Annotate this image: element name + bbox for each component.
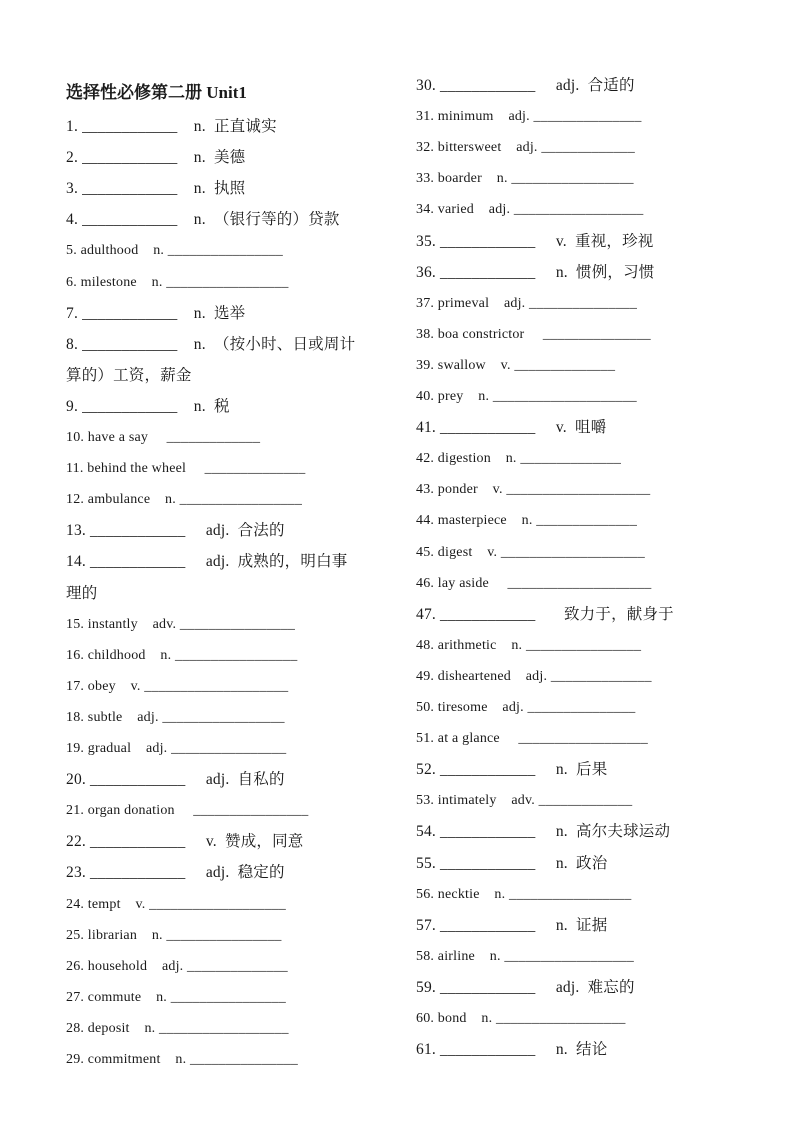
vocab-line: 30. ____________ adj. 合适的 <box>416 77 635 94</box>
vocab-line: 49. disheartened adj. ______________ <box>416 668 652 684</box>
vocab-line: 25. librarian n. ________________ <box>66 927 282 943</box>
vocab-line: 53. intimately adv. _____________ <box>416 793 633 809</box>
vocab-line: 10. have a say _____________ <box>66 430 261 445</box>
page-title: 选择性必修第二册 Unit1 <box>66 83 247 102</box>
vocab-line: 41. ____________ v. 咀嚼 <box>416 419 607 437</box>
vocab-line: 29. commitment n. _______________ <box>66 1052 298 1067</box>
vocab-line: 34. varied adj. __________________ <box>416 202 644 218</box>
vocab-line: 9. ____________ n. 税 <box>66 397 230 415</box>
vocab-line: 23. ____________ adj. 稳定的 <box>66 864 285 882</box>
vocab-line: 37. primeval adj. _______________ <box>416 295 638 311</box>
vocab-line: 50. tiresome adj. _______________ <box>416 700 636 715</box>
vocab-line: 32. bittersweet adj. _____________ <box>416 140 635 156</box>
vocab-line: 21. organ donation ________________ <box>66 803 309 819</box>
vocab-line: 33. boarder n. _________________ <box>416 171 634 187</box>
vocab-line: 35. ____________ v. 重视，珍视 <box>416 232 654 250</box>
vocab-line: 1. ____________ n. 正直诚实 <box>66 118 277 135</box>
vocab-line: 54. ____________ n. 高尔夫球运动 <box>416 823 671 841</box>
vocab-line: 14. ____________ adj. 成熟的，明白事 <box>66 553 348 571</box>
vocab-line: 5. adulthood n. ________________ <box>66 243 283 259</box>
vocab-line: 7. ____________ n. 选举 <box>66 304 246 322</box>
vocab-line: 51. at a glance __________________ <box>416 731 648 747</box>
vocab-line: 18. subtle adj. _________________ <box>66 709 285 725</box>
vocab-line: 26. household adj. ______________ <box>66 958 288 974</box>
vocab-line: 28. deposit n. __________________ <box>66 1020 289 1036</box>
vocab-line: 56. necktie n. _________________ <box>416 886 632 902</box>
vocab-line: 44. masterpiece n. ______________ <box>416 513 638 529</box>
vocab-line: 61. ____________ n. 结论 <box>416 1041 608 1059</box>
vocab-line: 20. ____________ adj. 自私的 <box>66 771 285 789</box>
vocab-line: 48. arithmetic n. ________________ <box>416 637 642 653</box>
vocab-line: 19. gradual adj. ________________ <box>66 741 287 756</box>
vocab-line: 理的 <box>66 584 98 602</box>
vocab-line: 4. ____________ n. （银行等的）贷款 <box>66 211 340 229</box>
vocab-line: 11. behind the wheel ______________ <box>66 461 306 477</box>
vocab-line: 24. tempt v. ___________________ <box>66 896 286 912</box>
vocab-line: 47. ____________ 致力于，献身于 <box>416 605 674 623</box>
vocab-line: 12. ambulance n. _________________ <box>66 492 303 508</box>
vocab-line: 17. obey v. ____________________ <box>66 678 289 694</box>
vocab-line: 13. ____________ adj. 合法的 <box>66 522 285 540</box>
vocab-line: 22. ____________ v. 赞成，同意 <box>66 833 304 851</box>
vocab-line: 60. bond n. __________________ <box>416 1011 626 1026</box>
vocab-line: 40. prey n. ____________________ <box>416 389 637 404</box>
vocab-line: 46. lay aside ____________________ <box>416 575 652 591</box>
vocab-line: 15. instantly adv. ________________ <box>66 616 296 632</box>
vocab-line: 42. digestion n. ______________ <box>416 451 622 467</box>
vocab-line: 3. ____________ n. 执照 <box>66 180 246 198</box>
vocab-line: 6. milestone n. _________________ <box>66 274 289 290</box>
vocab-line: 55. ____________ n. 政治 <box>416 854 608 872</box>
vocab-line: 58. airline n. __________________ <box>416 948 634 964</box>
vocab-line: 57. ____________ n. 证据 <box>416 916 608 934</box>
vocab-line: 43. ponder v. ____________________ <box>416 482 651 498</box>
vocab-line: 39. swallow v. ______________ <box>416 357 616 373</box>
vocab-line: 算的）工资，薪金 <box>66 366 192 384</box>
vocab-line: 36. ____________ n. 惯例，习惯 <box>416 263 655 281</box>
vocab-line: 38. boa constrictor _______________ <box>416 326 651 342</box>
vocab-line: 8. ____________ n. （按小时、日或周计 <box>66 335 356 353</box>
vocab-line: 45. digest v. ____________________ <box>416 544 645 560</box>
vocab-line: 59. ____________ adj. 难忘的 <box>416 978 635 996</box>
vocab-line: 27. commute n. ________________ <box>66 989 286 1005</box>
vocab-line: 52. ____________ n. 后果 <box>416 761 608 779</box>
vocab-line: 16. childhood n. _________________ <box>66 647 298 663</box>
vocab-line: 2. ____________ n. 美德 <box>66 149 246 167</box>
vocab-line: 31. minimum adj. _______________ <box>416 109 642 125</box>
